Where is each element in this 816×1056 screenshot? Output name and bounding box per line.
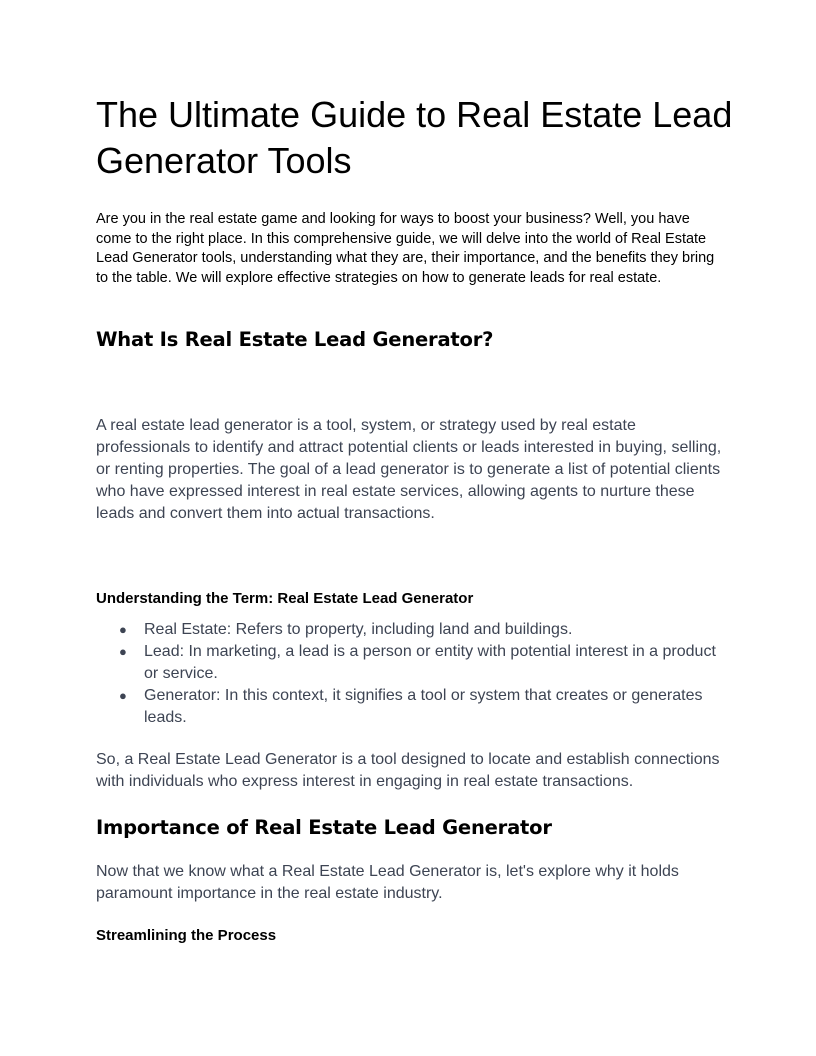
list-item-text: Generator: In this context, it signifies a tool or system that creates or generates leads.: [144, 687, 703, 726]
subsection-heading-streamlining: Streamlining the Process: [96, 927, 277, 944]
section-paragraph-what-is: A real estate lead generator is a tool, system, or strategy used by real estate professionals to identify and attract potential clients or leads interested in buying, selling, or renting properties. The goal of a lead generator is to generate a list of potential clients who have expressed interest in real estate services, allowing agents to nurture these leads and convert them into actual transactions.: [96, 417, 722, 522]
definition-bullet-list: [96, 619, 720, 729]
summary-paragraph: So, a Real Estate Lead Generator is a tool designed to locate and establish connections with individuals who express interest in engaging in real estate transactions.: [96, 751, 720, 790]
list-item: [96, 619, 720, 641]
bullet-icon: ●: [119, 644, 127, 659]
section-heading-what-is: What Is Real Estate Lead Generator?: [96, 328, 494, 351]
list-item-text: Real Estate: Refers to property, including land and buildings.: [144, 621, 573, 638]
bullet-icon: ●: [119, 622, 127, 637]
intro-paragraph: Are you in the real estate game and looking for ways to boost your business? Well, you have come to the right place. In this comprehensive guide, we will delve into the world of Real Estate Lead Generator tools, understanding what they are, their importance, and the benefits they bring to the table. We will explore effective strategies on how to generate leads for real estate.: [96, 211, 715, 286]
document-title: The Ultimate Guide to Real Estate Lead Generator Tools: [96, 94, 733, 181]
section-paragraph-importance: Now that we know what a Real Estate Lead Generator is, let's explore why it holds paramount importance in the real estate industry.: [96, 863, 679, 902]
bullet-icon: ●: [119, 688, 127, 703]
section-heading-importance: Importance of Real Estate Lead Generator: [96, 816, 552, 839]
list-item: [96, 685, 720, 729]
list-item-text: Lead: In marketing, a lead is a person or entity with potential interest in a product or service.: [144, 643, 716, 682]
subsection-heading-understanding: Understanding the Term: Real Estate Lead Generator: [96, 590, 474, 607]
list-item: [96, 641, 720, 685]
